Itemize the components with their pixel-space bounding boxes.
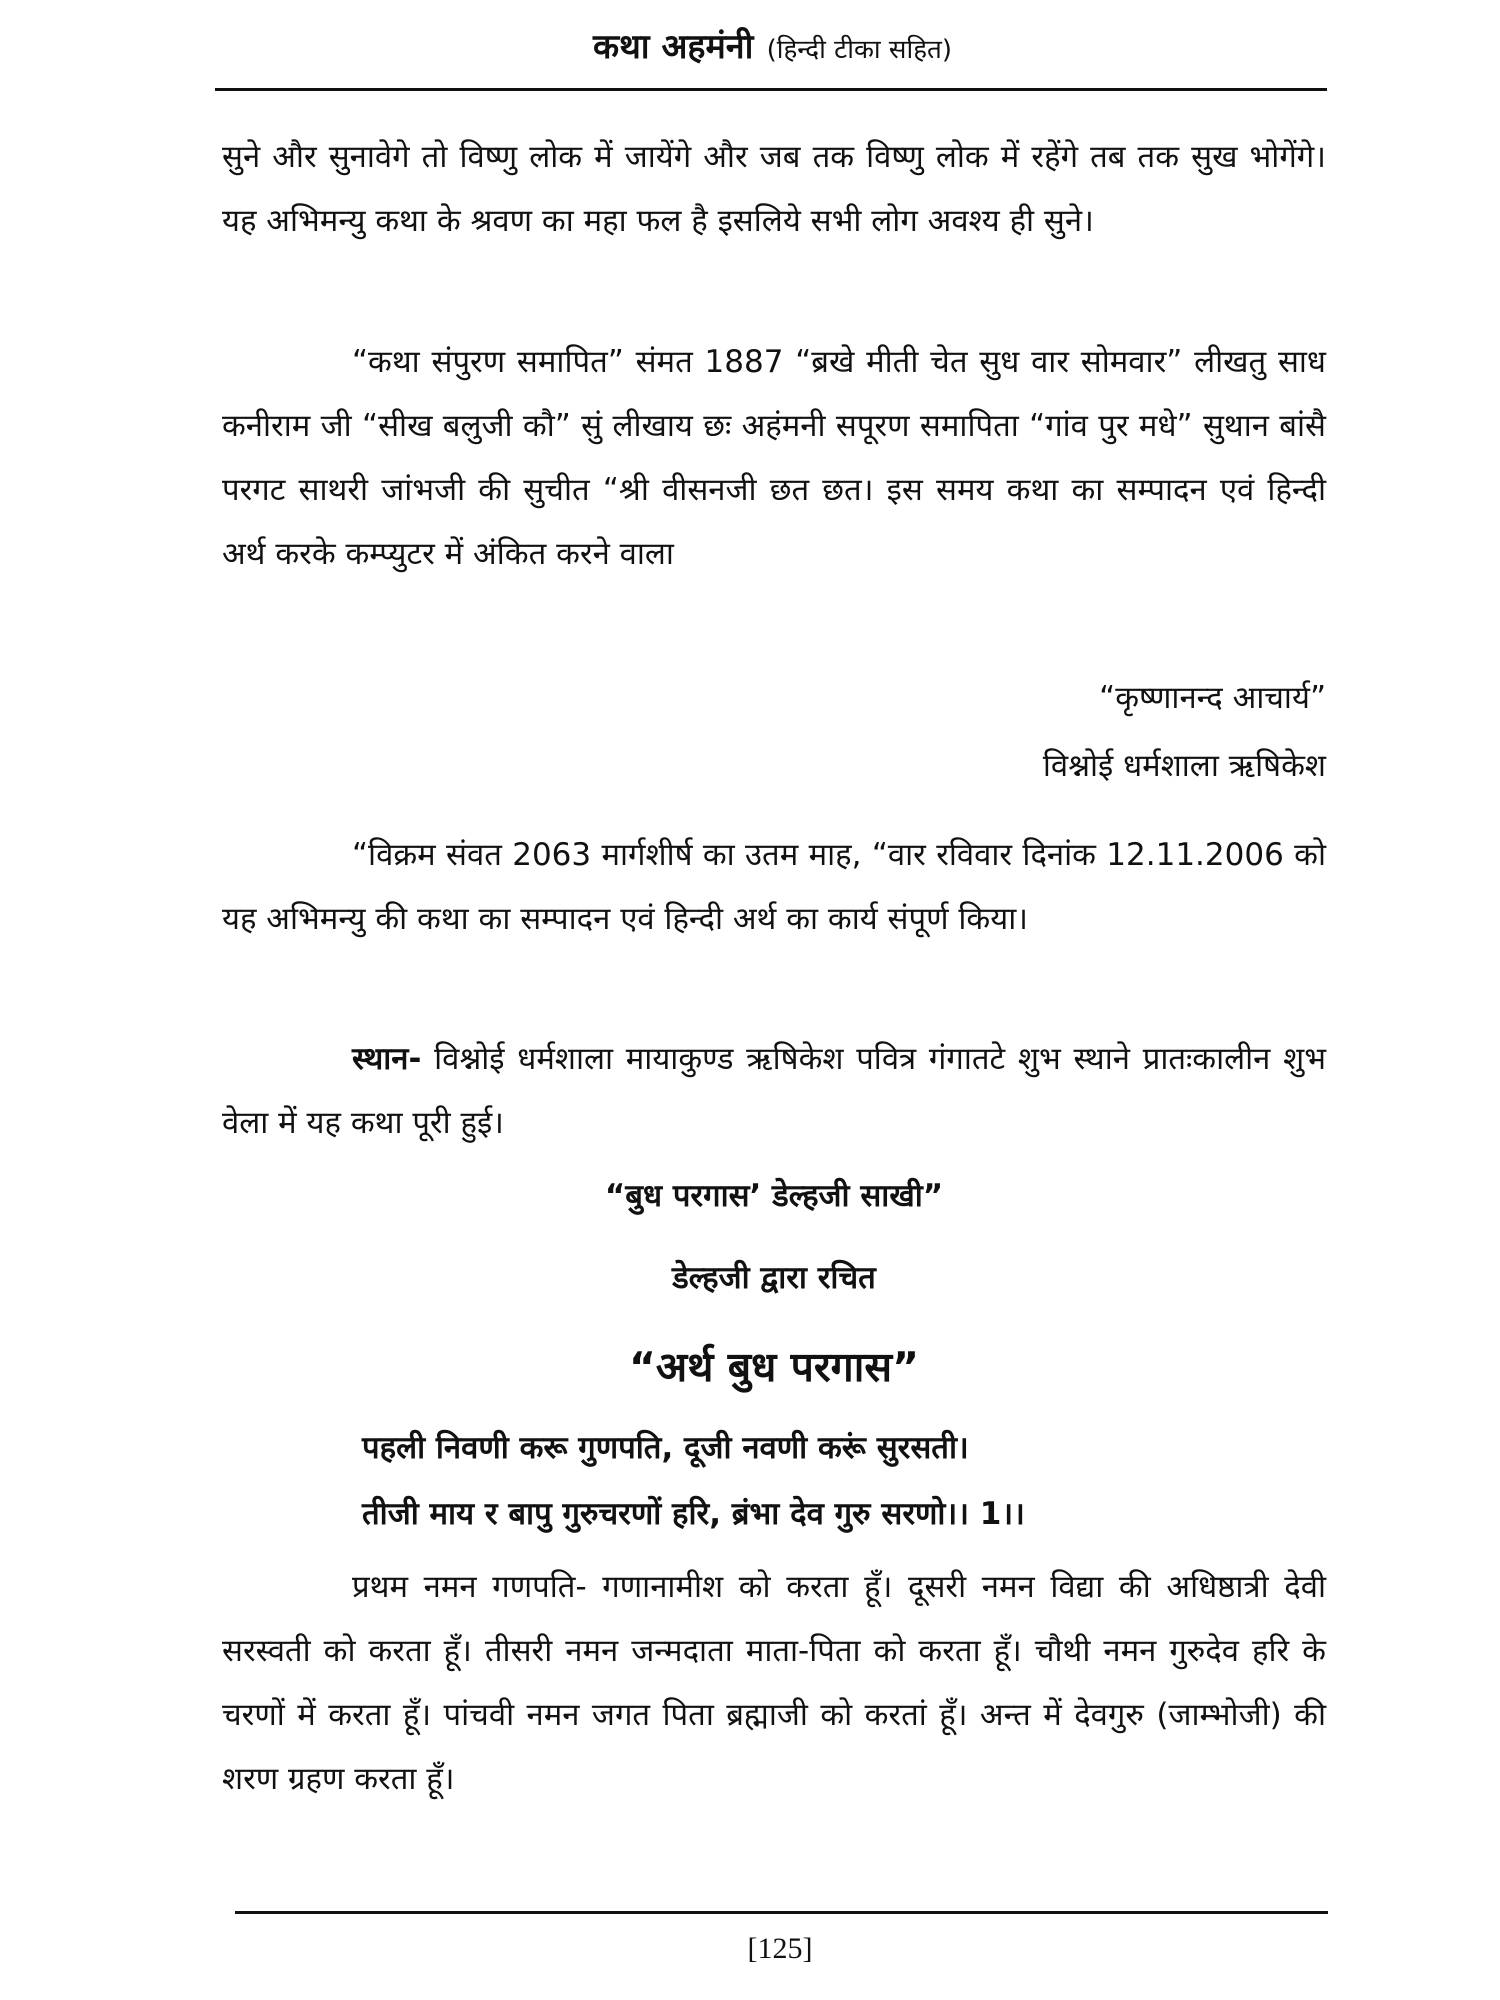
signature-block — [222, 664, 1326, 800]
verse-block — [222, 1415, 1326, 1547]
text-block-1 — [222, 125, 1326, 253]
header-subtitle: (हिन्दी टीका सहित) — [766, 35, 953, 65]
paragraph-4 — [222, 1027, 1326, 1155]
paragraph-5: प्रथम नमन गणपति- गणानामीश को करता हूँ। दूसरी नमन विद्या की अधिष्ठात्री देवी सरस्वती को करता हूँ। तीसरी नमन जन्मदाता माता-पिता को करता हूँ। चौथी नमन गुरुदेव हरि के चरणों में करता हूँ। पांचवी नमन जगत पिता ब्रह्माजी को करतां हूँ। अन्त में देवगुरु (जाम्भोजी) की शरण ग्रहण करता हूँ। — [222, 1569, 1326, 1797]
text-block-3 — [222, 823, 1326, 951]
section-heading-1: “बुध परगास’ डेल्हजी साखी” — [604, 1178, 944, 1214]
footer-rule — [235, 1911, 1328, 1914]
verse-line-2: तीजी माय र बापु गुरुचरणों हरि, ब्रंभा देव गुरु सरणो।। 1।। — [362, 1496, 1025, 1532]
section-heading-2: डेल्हजी द्वारा रचित — [672, 1260, 876, 1296]
text-block-4 — [222, 1027, 1326, 1155]
signature-place: विश्नोई धर्मशाला ऋषिकेश — [1042, 748, 1326, 784]
section-heading-3: “अर्थ बुध परगास” — [628, 1343, 920, 1391]
running-header — [215, 22, 1330, 80]
page-number: [125] — [747, 1932, 813, 1965]
paragraph-1: सुने और सुनावेगे तो विष्णु लोक में जायेंगे और जब तक विष्णु लोक में रहेंगे तब तक सुख भोगेंगे। यह अभिमन्यु कथा के श्रवण का महा फल है इसलिये सभी लोग अवश्य ही सुने। — [222, 139, 1326, 239]
header-title: कथा अहमंनी — [592, 27, 754, 67]
text-block-2 — [222, 330, 1326, 586]
place-text: विश्नोई धर्मशाला मायाकुण्ड ऋषिकेश पवित्र गंगातटे शुभ स्थाने प्रातःकालीन शुभ वेला में यह कथा पूरी हुई। — [222, 1041, 1326, 1141]
paragraph-2: “कथा संपुरण समापित” संमत 1887 “ब्रखे मीती चेत सुध वार सोमवार” लीखतु साध कनीराम जी “सीख बलुजी कौ” सुं लीखाय छः अहंमनी सपूरण समापिता “गांव पुर मधे” सुथान बांसै परगट साथरी जांभजी की सुचीत “श्री वीसनजी छत छत। इस समय कथा का सम्पादन एवं हिन्दी अर्थ करके कम्प्युटर में अंकित करने वाला — [222, 344, 1326, 572]
text-block-5 — [222, 1555, 1326, 1811]
place-label: स्थान- — [352, 1041, 422, 1077]
verse-line-1: पहली निवणी करू गुणपति, दूजी नवणी करूं सुरसती। — [362, 1430, 969, 1466]
headings-block — [222, 1155, 1326, 1415]
paragraph-3: “विक्रम संवत 2063 मार्गशीर्ष का उतम माह, “वार रविवार दिनांक 12.11.2006 को यह अभिमन्यु की कथा का सम्पादन एवं हिन्दी अर्थ का कार्य संपूर्ण किया। — [222, 837, 1326, 937]
header-rule — [215, 88, 1327, 91]
signature-name: “कृष्णानन्द आचार्य” — [1099, 680, 1326, 716]
